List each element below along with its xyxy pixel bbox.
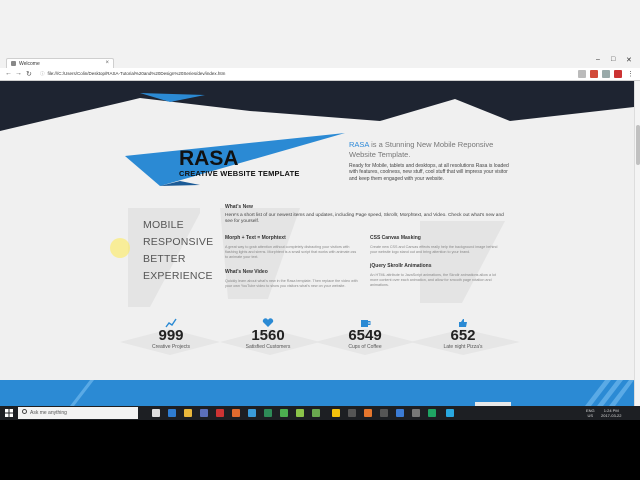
css-masking-heading: CSS Canvas Masking bbox=[370, 235, 421, 241]
tray-language[interactable] bbox=[586, 409, 595, 418]
firefox-icon[interactable] bbox=[364, 409, 372, 417]
extension-icon[interactable] bbox=[614, 70, 622, 78]
cursor-highlight bbox=[110, 238, 130, 258]
stat-label: Late night Pizza's bbox=[443, 344, 483, 350]
tab-title: Welcome bbox=[19, 61, 40, 67]
stat-customers bbox=[228, 318, 308, 350]
tray-lang: ENG bbox=[586, 408, 595, 413]
morphtext-heading: Morph + Text = Morphtext bbox=[225, 235, 286, 241]
extension-icon[interactable] bbox=[602, 70, 610, 78]
css-masking-text: Create new CSS and Canvas effects really help the background image behind your website logo stand out and bring attention to your brand. bbox=[370, 245, 498, 254]
chrome-icon[interactable] bbox=[332, 409, 340, 417]
url-text: file:///C:/Users/Colin/Desktop/RASA-Tutorial%20and%20Design%20Series/dev/index.htm bbox=[47, 71, 226, 76]
task-view-icon[interactable] bbox=[152, 409, 160, 417]
clock-time: 1:24 PM bbox=[603, 408, 619, 413]
store-icon[interactable] bbox=[200, 409, 208, 417]
page-scrollbar[interactable] bbox=[634, 81, 640, 406]
tray-clock[interactable] bbox=[601, 409, 621, 418]
stat-projects bbox=[131, 318, 211, 350]
menu-icon[interactable]: ⋮ bbox=[627, 71, 634, 78]
video-text: Quickly learn about what's new in the Rasa template. Then replace the video with your own YouTube video to show you visitors what's new on your website. bbox=[225, 279, 358, 288]
morphtext-text: A great way to grab attention without completely distracting your visitors with flashing lights and sirens. Morphtext is a small script that works with animate.css to animate your text. bbox=[225, 245, 357, 259]
file-explorer-icon[interactable] bbox=[184, 409, 192, 417]
whats-new-heading: What's New bbox=[225, 204, 253, 210]
blue-footer-band bbox=[0, 380, 634, 406]
favicon-icon bbox=[11, 61, 16, 66]
app-icon[interactable] bbox=[348, 409, 356, 417]
stat-pizza bbox=[423, 318, 503, 350]
scrollbar-thumb[interactable] bbox=[636, 125, 640, 165]
app-icon[interactable] bbox=[428, 409, 436, 417]
app-icon[interactable] bbox=[248, 409, 256, 417]
app-icon[interactable] bbox=[216, 409, 224, 417]
skype-icon[interactable] bbox=[446, 409, 454, 417]
tray-region: US bbox=[587, 412, 594, 418]
url-field[interactable] bbox=[40, 70, 574, 79]
stat-coffee bbox=[325, 318, 405, 350]
skrollr-text: An HTML attribute to JavaScript animations, the Skrollr animations allow a lot more content over each animation, and allow for smooth page rotation and animations. bbox=[370, 273, 496, 287]
web-page bbox=[0, 81, 634, 406]
side-title-line: BETTER bbox=[143, 253, 186, 265]
stat-value: 1560 bbox=[251, 327, 285, 344]
headline-accent: RASA bbox=[349, 140, 370, 149]
extension-icon[interactable] bbox=[590, 70, 598, 78]
tab-close-icon[interactable]: × bbox=[105, 60, 109, 66]
search-icon bbox=[22, 409, 27, 414]
app-icon[interactable] bbox=[296, 409, 304, 417]
hero-graphics bbox=[0, 81, 634, 406]
app-icon[interactable] bbox=[396, 409, 404, 417]
app-icon[interactable] bbox=[312, 409, 320, 417]
extension-icon[interactable] bbox=[578, 70, 586, 78]
taskbar-search[interactable] bbox=[18, 407, 138, 419]
headline-text: is a Stunning New Mobile Reponsive Website Template. bbox=[349, 140, 494, 159]
windows-start-icon[interactable] bbox=[5, 409, 13, 417]
hero-intro: Ready for Mobile, tablets and desktops, at all resolutions Rasa is loaded with features, coolness, new stuff, cool stuff that will impress your visitor and keep them engaged with your website. bbox=[349, 163, 509, 182]
stat-value: 652 bbox=[450, 327, 476, 344]
clock-date: 2017-03-22 bbox=[601, 412, 622, 418]
letterbox bbox=[0, 420, 640, 480]
band-decoration bbox=[0, 380, 634, 406]
close-window-button[interactable]: ✕ bbox=[626, 57, 632, 64]
stat-label: Satisfied Customers bbox=[245, 344, 291, 350]
app-icon[interactable] bbox=[412, 409, 420, 417]
app-icon[interactable] bbox=[380, 409, 388, 417]
stat-value: 999 bbox=[158, 327, 184, 344]
search-placeholder: Ask me anything bbox=[30, 410, 67, 416]
app-icon[interactable] bbox=[232, 409, 240, 417]
feature-side-title bbox=[143, 217, 213, 285]
back-icon[interactable]: ← bbox=[5, 70, 12, 77]
reload-icon[interactable]: ↻ bbox=[26, 71, 32, 78]
minimize-button[interactable]: – bbox=[596, 56, 600, 63]
whats-new-text: Here's a short list of our newest items and updates, including Page speed, Skrollr, Morphtext, and Video. Check out what's new and see for yourself. bbox=[225, 213, 504, 224]
address-bar-row bbox=[0, 68, 640, 81]
side-title-line: RESPONSIVE bbox=[143, 236, 214, 248]
maximize-button[interactable]: □ bbox=[611, 56, 616, 63]
stat-label: Cups of Coffee bbox=[348, 344, 382, 350]
stat-label: Creative Projects bbox=[151, 344, 191, 350]
brand-title: RASA bbox=[179, 147, 239, 170]
forward-icon[interactable]: → bbox=[15, 70, 22, 77]
edge-icon[interactable] bbox=[168, 409, 176, 417]
app-icon[interactable] bbox=[264, 409, 272, 417]
hero-headline bbox=[349, 140, 514, 160]
skrollr-heading: jQuery Skrollr Animations bbox=[370, 263, 432, 269]
browser-tab-strip bbox=[0, 0, 640, 68]
page-info-icon[interactable]: ⓘ bbox=[40, 71, 45, 76]
windows-taskbar bbox=[0, 406, 640, 420]
brand-tagline: CREATIVE WEBSITE TEMPLATE bbox=[179, 169, 300, 178]
side-title-line: EXPERIENCE bbox=[143, 270, 213, 282]
video-heading: What's New Video bbox=[225, 269, 268, 275]
app-icon[interactable] bbox=[280, 409, 288, 417]
stat-value: 6549 bbox=[348, 327, 382, 344]
side-title-line: MOBILE bbox=[143, 219, 184, 231]
